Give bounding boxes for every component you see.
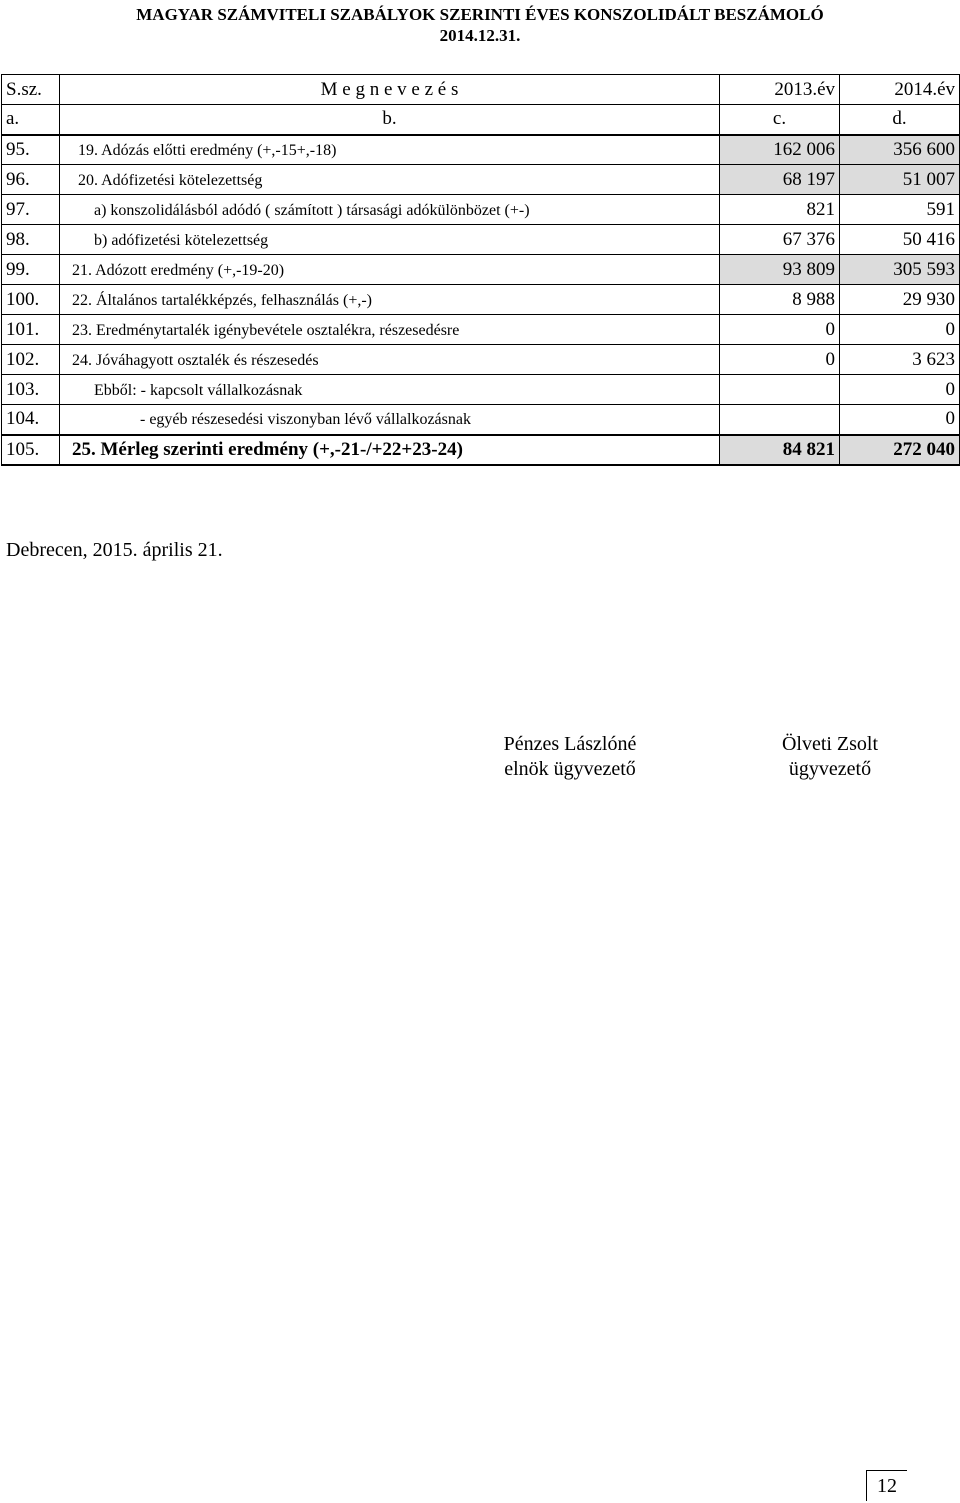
signatory-title: elnök ügyvezető <box>504 758 636 780</box>
table-row <box>2 255 960 285</box>
letter-d: d. <box>840 105 960 135</box>
table-row <box>2 345 960 375</box>
row-value-2013: 68 197 <box>720 165 840 195</box>
report-date: 2014.12.31. <box>439 26 521 45</box>
row-value-2014: 305 593 <box>840 255 960 285</box>
row-number: 95. <box>2 135 60 165</box>
signatory-name: Pénzes Lászlóné <box>503 733 637 755</box>
signature-block-1 <box>470 732 670 782</box>
row-number: 100. <box>2 285 60 315</box>
row-value-2013: 0 <box>720 315 840 345</box>
row-number: 97. <box>2 195 60 225</box>
table-row <box>2 315 960 345</box>
row-description: 23. Eredménytartalék igénybevétele osztalékra, részesedésre <box>60 315 720 345</box>
row-value-2014: 591 <box>840 195 960 225</box>
row-description: 24. Jóváhagyott osztalék és részesedés <box>60 345 720 375</box>
header-serial: S.sz. <box>2 75 60 105</box>
row-value-2014: 272 040 <box>840 435 960 465</box>
signatory-title: ügyvezető <box>788 758 872 780</box>
row-number: 104. <box>2 405 60 435</box>
letter-b: b. <box>60 105 720 135</box>
page-number: 12 <box>866 1470 907 1501</box>
table-row <box>2 135 960 165</box>
letter-a: a. <box>2 105 60 135</box>
row-value-2013: 93 809 <box>720 255 840 285</box>
table-row <box>2 285 960 315</box>
table-row <box>2 405 960 435</box>
place-and-date: Debrecen, 2015. április 21. <box>6 539 223 561</box>
row-value-2013: 67 376 <box>720 225 840 255</box>
row-value-2014: 356 600 <box>840 135 960 165</box>
table-row <box>2 225 960 255</box>
row-value-2014: 0 <box>840 315 960 345</box>
row-description: Ebből: - kapcsolt vállalkozásnak <box>60 375 720 405</box>
row-value-2014: 0 <box>840 405 960 435</box>
row-description: 21. Adózott eredmény (+,-19-20) <box>60 255 720 285</box>
table-row <box>2 375 960 405</box>
report-title: MAGYAR SZÁMVITELI SZABÁLYOK SZERINTI ÉVES KONSZOLIDÁLT BESZÁMOLÓ <box>136 5 824 24</box>
row-description: 19. Adózás előtti eredmény (+,-15+,-18) <box>60 135 720 165</box>
row-number: 98. <box>2 225 60 255</box>
row-value-2013: 162 006 <box>720 135 840 165</box>
row-value-2014: 29 930 <box>840 285 960 315</box>
row-description: 22. Általános tartalékképzés, felhasználás (+,-) <box>60 285 720 315</box>
row-value-2013: 821 <box>720 195 840 225</box>
signature-block-2 <box>730 732 930 782</box>
table-row <box>2 165 960 195</box>
row-value-2013: 84 821 <box>720 435 840 465</box>
row-number: 101. <box>2 315 60 345</box>
row-description: - egyéb részesedési viszonyban lévő vállalkozásnak <box>60 405 720 435</box>
row-value-2013 <box>720 375 840 405</box>
row-description: 25. Mérleg szerinti eredmény (+,-21-/+22+23-24) <box>60 435 720 465</box>
row-value-2014: 3 623 <box>840 345 960 375</box>
row-value-2013 <box>720 405 840 435</box>
header-2013: 2013.év <box>720 75 840 105</box>
header-description: M e g n e v e z é s <box>60 75 720 105</box>
table-row-total <box>2 435 960 465</box>
row-number: 105. <box>2 435 60 465</box>
row-value-2014: 0 <box>840 375 960 405</box>
table-letter-row <box>2 105 960 135</box>
letter-c: c. <box>720 105 840 135</box>
row-description: a) konszolidálásból adódó ( számított ) társasági adókülönbözet (+-) <box>60 195 720 225</box>
header-2014: 2014.év <box>840 75 960 105</box>
table-header-row <box>2 75 960 105</box>
signatory-name: Ölveti Zsolt <box>781 733 879 755</box>
row-number: 96. <box>2 165 60 195</box>
row-value-2013: 0 <box>720 345 840 375</box>
row-number: 103. <box>2 375 60 405</box>
row-value-2014: 50 416 <box>840 225 960 255</box>
row-description: 20. Adófizetési kötelezettség <box>60 165 720 195</box>
income-statement-table <box>1 74 960 466</box>
table-row <box>2 195 960 225</box>
row-number: 99. <box>2 255 60 285</box>
row-description: b) adófizetési kötelezettség <box>60 225 720 255</box>
row-value-2014: 51 007 <box>840 165 960 195</box>
row-number: 102. <box>2 345 60 375</box>
row-value-2013: 8 988 <box>720 285 840 315</box>
